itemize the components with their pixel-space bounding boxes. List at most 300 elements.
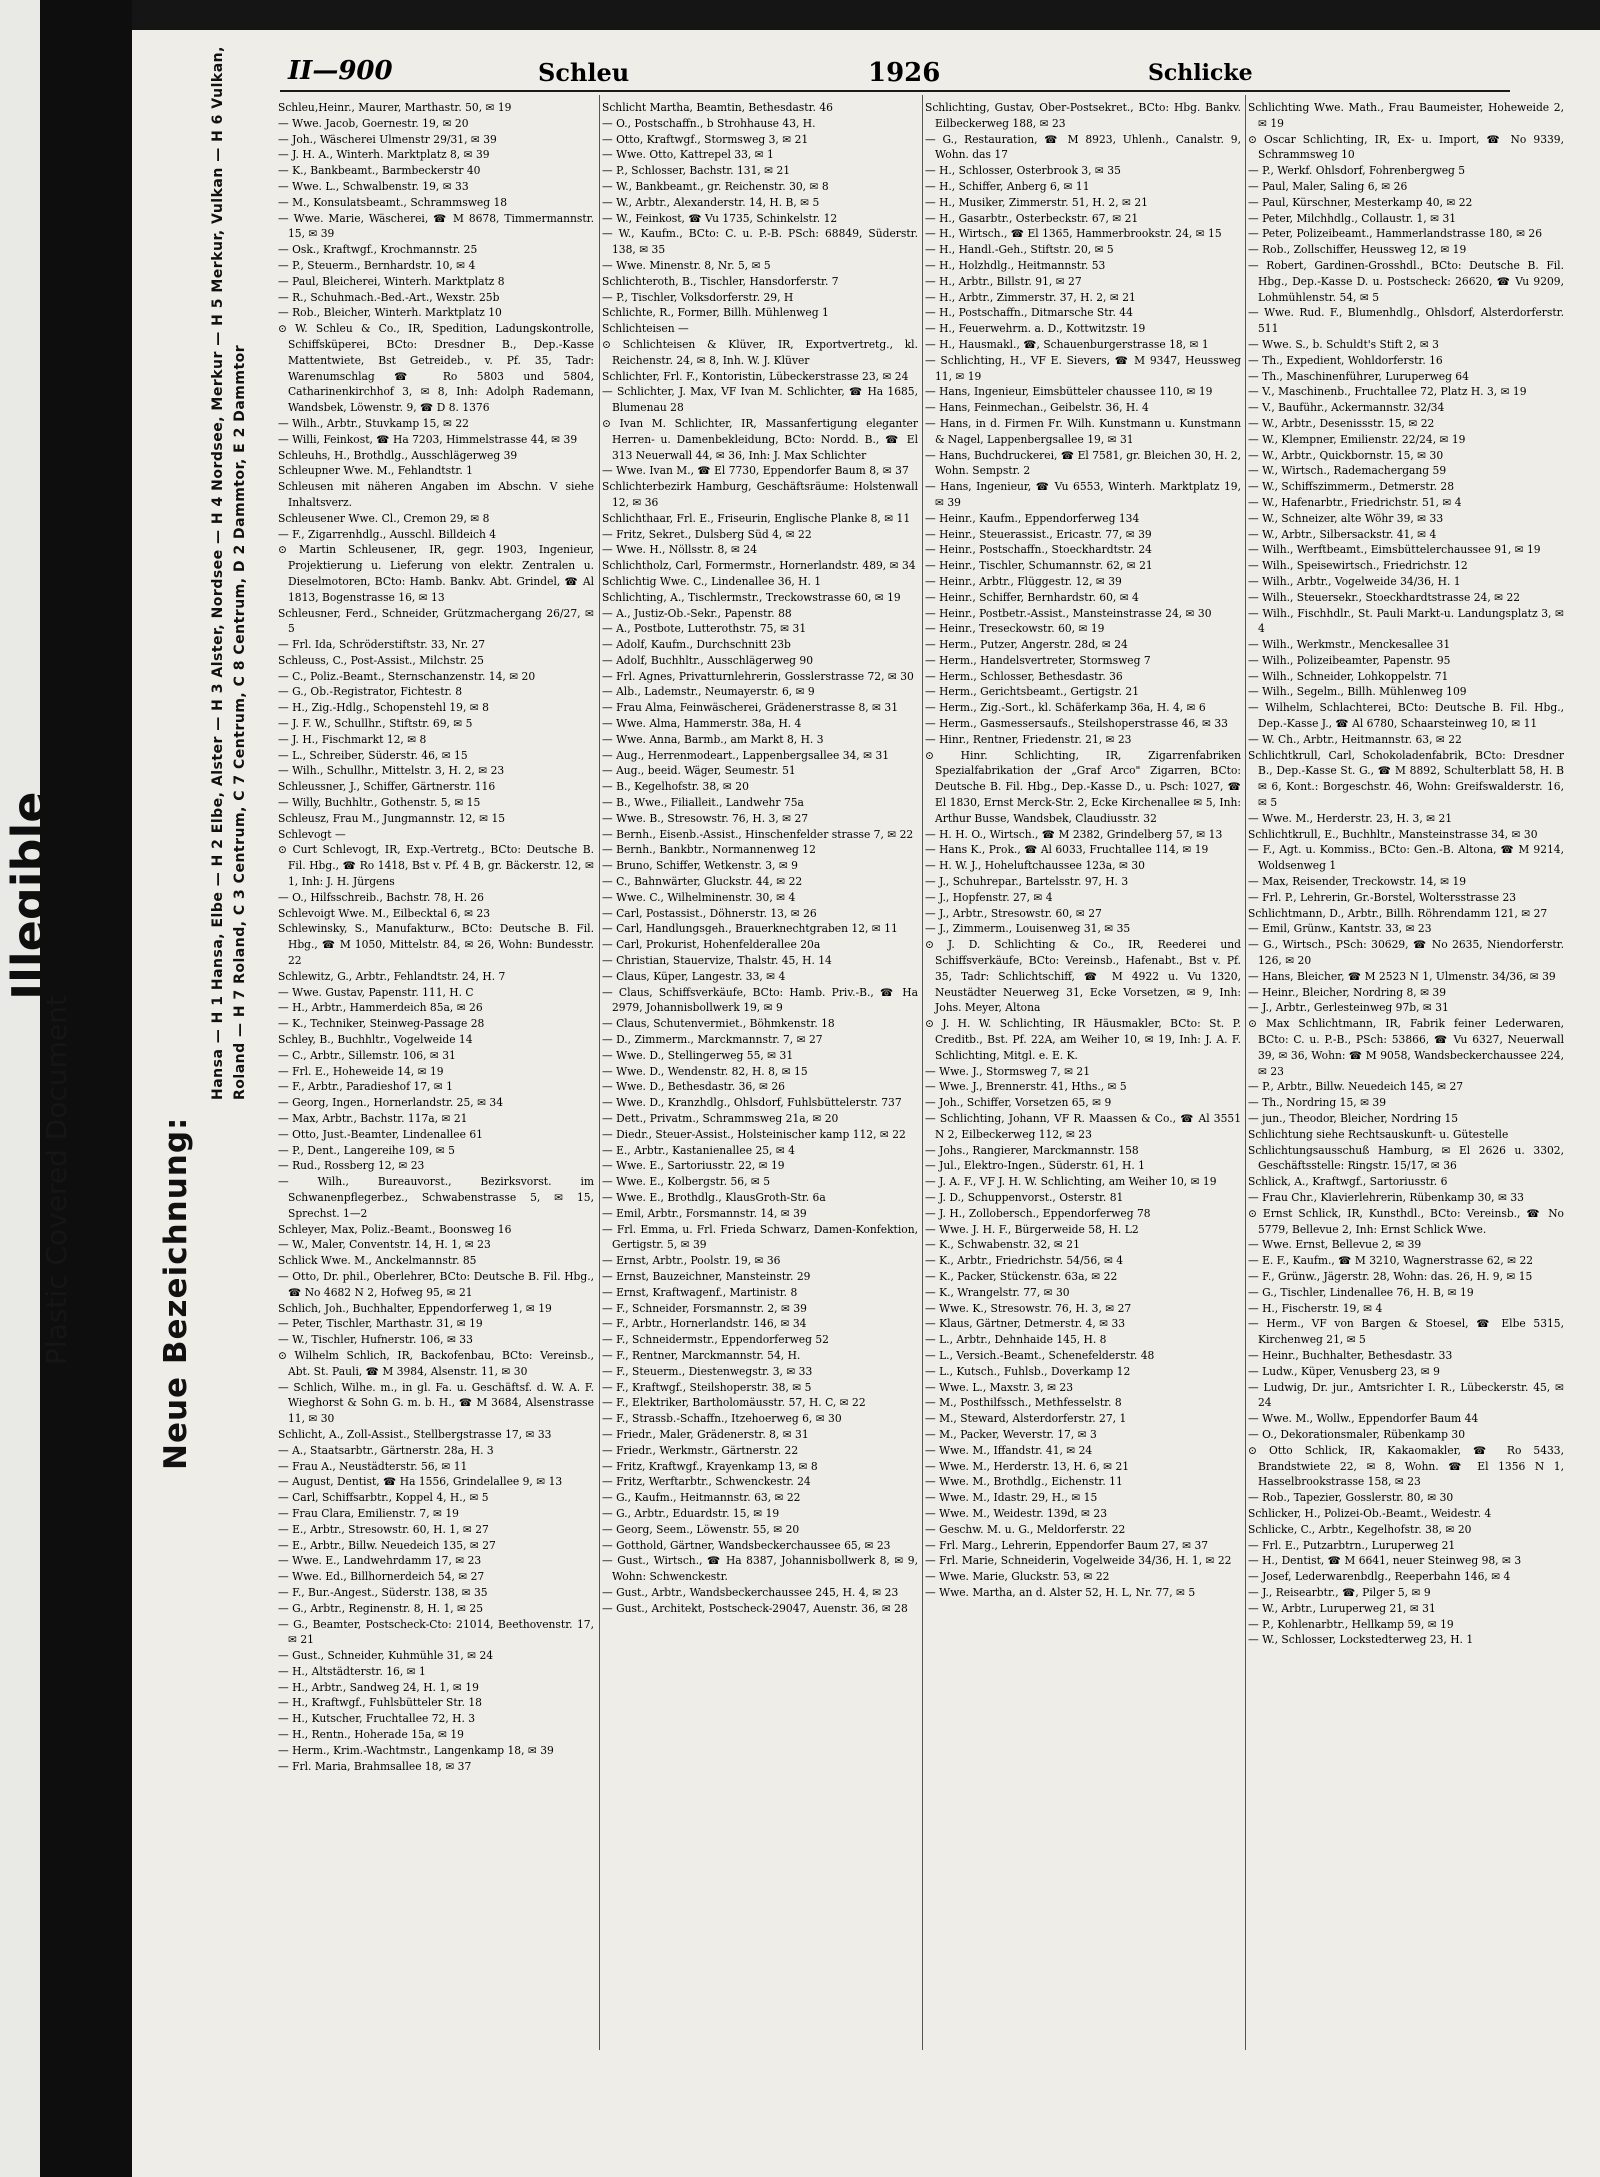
- directory-entry: — H., Fischerstr. 19, ✉ 4: [1248, 1301, 1383, 1315]
- directory-entry: — K., Arbtr., Friedrichstr. 54/56, ✉ 4: [925, 1254, 1124, 1268]
- directory-entry: — H., Kraftwgf., Fuhlsbütteler Str. 18: [278, 1696, 482, 1710]
- directory-entry: — Otto, Kraftwgf., Stormsweg 3, ✉ 21: [602, 132, 809, 146]
- directory-entry: Schlick, A., Kraftwgf., Sartoriusstr. 6: [1248, 1175, 1448, 1189]
- film-illegible-label: Illegible: [2, 791, 56, 1000]
- directory-entry: — W., Hafenarbtr., Friedrichstr. 51, ✉ 4: [1248, 495, 1462, 509]
- directory-entry: Schley, B., Buchhltr., Vogelweide 14: [278, 1033, 473, 1047]
- directory-entry: — Carl, Postassist., Döhnerstr. 13, ✉ 26: [602, 906, 817, 920]
- directory-entry: — Wilh., Schneider, Lohkoppelstr. 71: [1248, 669, 1449, 683]
- directory-entry: — Schlichting, H., VF E. Sievers, ☎ M 9347, Heussweg 11, ✉ 19: [925, 353, 1241, 383]
- directory-entry: — F., Steuerm., Diestenwegstr. 3, ✉ 33: [602, 1364, 813, 1378]
- directory-entry: — Hans, Feinmechan., Geibelstr. 36, H. 4: [925, 401, 1149, 415]
- film-strip-light: [0, 0, 40, 2177]
- directory-entry: — Wilh., Arbtr., Stuvkamp 15, ✉ 22: [278, 416, 469, 430]
- directory-entry: — G., Beamter, Postscheck-Cto: 21014, Beethovenstr. 17, ✉ 21: [278, 1617, 594, 1647]
- directory-entry: — Heinr., Arbtr., Flüggestr. 12, ✉ 39: [925, 574, 1122, 588]
- directory-entry: — K., Packer, Stückenstr. 63a, ✉ 22: [925, 1269, 1118, 1283]
- directory-entry: — Paul, Kürschner, Mesterkamp 40, ✉ 22: [1248, 195, 1473, 209]
- directory-entry: — Heinr., Schiffer, Bernhardstr. 60, ✉ 4: [925, 590, 1139, 604]
- directory-entry: — Wwe. H., Nöllsstr. 8, ✉ 24: [602, 543, 758, 557]
- directory-entry: Schlewitz, G., Arbtr., Fehlandtstr. 24, H. 7: [278, 969, 506, 983]
- directory-entry: — J. F. W., Schullhr., Stiftstr. 69, ✉ 5: [278, 717, 473, 731]
- directory-entry: — M., Steward, Alsterdorferstr. 27, 1: [925, 1412, 1127, 1426]
- directory-entry: — A., Justiz-Ob.-Sekr., Papenstr. 88: [602, 606, 792, 620]
- directory-entry: — Wwe. M., Brothdlg., Eichenstr. 11: [925, 1475, 1123, 1489]
- directory-entry: — Aug., beeid. Wäger, Seumestr. 51: [602, 764, 796, 778]
- directory-entry: — G., Tischler, Lindenallee 76, H. B, ✉ 19: [1248, 1285, 1474, 1299]
- directory-entry: — J. H. A., Winterh. Marktplatz 8, ✉ 39: [278, 148, 490, 162]
- directory-entry: — Heinr., Kaufm., Eppendorferweg 134: [925, 511, 1140, 525]
- directory-entry: — J. D., Schuppenvorst., Osterstr. 81: [925, 1190, 1124, 1204]
- directory-entry: — Wilh., Steuersekr., Stoeckhardtstrasse 24, ✉ 22: [1248, 590, 1521, 604]
- directory-entry: — Wilh., Fischhdlr., St. Pauli Markt-u. Landungsplatz 3, ✉ 4: [1248, 606, 1564, 636]
- directory-entry: — Rud., Rossberg 12, ✉ 23: [278, 1159, 425, 1173]
- directory-entry: — Wilh., Arbtr., Vogelweide 34/36, H. 1: [1248, 574, 1461, 588]
- directory-entry: Schleusner, Ferd., Schneider, Grützmachergang 26/27, ✉ 5: [278, 606, 594, 636]
- directory-entry: Schlichtholz, Carl, Formermstr., Hornerlandstr. 489, ✉ 34: [602, 559, 916, 573]
- directory-entry: — Wwe. M., Weidestr. 139d, ✉ 23: [925, 1506, 1107, 1520]
- directory-entry: — W., Arbtr., Quickbornstr. 15, ✉ 30: [1248, 448, 1444, 462]
- directory-entry: Schlichtungsausschuß Hamburg, ✉ El 2626 u. 3302, Geschäftsstelle: Ringstr. 15/17, ✉ 36: [1248, 1143, 1564, 1173]
- directory-entry: — K., Techniker, Steinweg-Passage 28: [278, 1017, 485, 1031]
- directory-entry: — F., Bur.-Angest., Süderstr. 138, ✉ 35: [278, 1585, 488, 1599]
- directory-entry: — W., Arbtr., Desenissstr. 15, ✉ 22: [1248, 416, 1435, 430]
- directory-entry: — Herm., Putzer, Angerstr. 28d, ✉ 24: [925, 638, 1128, 652]
- directory-entry: — H. W. J., Hoheluftchaussee 123a, ✉ 30: [925, 859, 1145, 873]
- directory-entry: — Wilh., Werftbeamt., Eimsbüttelerchaussee 91, ✉ 19: [1248, 543, 1541, 557]
- directory-entry: — Alb., Lademstr., Neumayerstr. 6, ✉ 9: [602, 685, 815, 699]
- directory-entry: Schlicht, A., Zoll-Assist., Stellbergstrasse 17, ✉ 33: [278, 1427, 552, 1441]
- directory-entry: — Wilh., Segelm., Billh. Mühlenweg 109: [1248, 685, 1467, 699]
- directory-entry: — Carl, Schiffsarbtr., Koppel 4, H., ✉ 5: [278, 1491, 489, 1505]
- directory-entry: ⊙ Ivan M. Schlichter, IR, Massanfertigung eleganter Herren- u. Damenbekleidung, BCto: Nordd. B., ☎ El 313 Neuerwall 44, ✉ 36, Inh: J. Max Schlichter: [602, 416, 918, 462]
- directory-entry: — Heinr., Tischler, Schumannstr. 62, ✉ 21: [925, 559, 1153, 573]
- directory-entry: Schlewinsky, S., Manufakturw., BCto: Deutsche B. Fil. Hbg., ☎ M 1050, Mittelstr. 84, ✉ 26, Wohn: Bundesstr. 22: [278, 922, 594, 968]
- directory-entry: — Georg, Seem., Löwenstr. 55, ✉ 20: [602, 1522, 800, 1536]
- directory-entry: — Fritz, Kraftwgf., Krayenkamp 13, ✉ 8: [602, 1459, 818, 1473]
- directory-entry: — E., Arbtr., Billw. Neuedeich 135, ✉ 27: [278, 1538, 496, 1552]
- directory-entry: — P., Arbtr., Billw. Neuedeich 145, ✉ 27: [1248, 1080, 1464, 1094]
- directory-entry: — H., Gasarbtr., Osterbeckstr. 67, ✉ 21: [925, 211, 1139, 225]
- directory-entry: — E., Arbtr., Kastanienallee 25, ✉ 4: [602, 1143, 795, 1157]
- directory-entry: — Ernst, Arbtr., Poolstr. 19, ✉ 36: [602, 1254, 781, 1268]
- directory-entry: — Wwe. M., Idastr. 29, H., ✉ 15: [925, 1491, 1098, 1505]
- directory-entry: — Fritz, Sekret., Dulsberg Süd 4, ✉ 22: [602, 527, 812, 541]
- directory-entry: — K., Bankbeamt., Barmbeckerstr 40: [278, 164, 481, 178]
- directory-entry: — P., Dent., Langereihe 109, ✉ 5: [278, 1143, 455, 1157]
- header-rule: [280, 90, 1510, 92]
- directory-entry: — Frl. Emma, u. Frl. Frieda Schwarz, Damen-Konfektion, Gertigstr. 5, ✉ 39: [602, 1222, 918, 1252]
- directory-entry: — Herm., Handelsvertreter, Stormsweg 7: [925, 653, 1151, 667]
- directory-entry: — Wwe. S., b. Schuldt's Stift 2, ✉ 3: [1248, 337, 1439, 351]
- directory-entry: — J., Reisearbtr., ☎, Pilger 5, ✉ 9: [1248, 1585, 1431, 1599]
- directory-entry: — D., Zimmerm., Marckmannstr. 7, ✉ 27: [602, 1033, 823, 1047]
- directory-entry: — Wwe. J., Stormsweg 7, ✉ 21: [925, 1064, 1091, 1078]
- directory-entry: — Emil, Arbtr., Forsmannstr. 14, ✉ 39: [602, 1206, 807, 1220]
- directory-entry: — W., Arbtr., Luruperweg 21, ✉ 31: [1248, 1601, 1436, 1615]
- directory-entry: — Claus, Küper, Langestr. 33, ✉ 4: [602, 969, 786, 983]
- directory-entry: — Heinr., Buchhalter, Bethesdastr. 33: [1248, 1348, 1453, 1362]
- directory-entry: — Wwe. Marie, Gluckstr. 53, ✉ 22: [925, 1570, 1110, 1584]
- directory-entry: — Wwe. B., Stresowstr. 76, H. 3, ✉ 27: [602, 811, 809, 825]
- directory-entry: — H., Arbtr., Billstr. 91, ✉ 27: [925, 274, 1082, 288]
- directory-entry: — H., Arbtr., Sandweg 24, H. 1, ✉ 19: [278, 1680, 479, 1694]
- directory-entry: — L., Versich.-Beamt., Schenefelderstr. 48: [925, 1348, 1155, 1362]
- directory-entry: — Fritz, Werftarbtr., Schwenckestr. 24: [602, 1475, 811, 1489]
- directory-entry: Schleusz, Frau M., Jungmannstr. 12, ✉ 15: [278, 811, 506, 825]
- directory-entry: — Emil, Grünw., Kantstr. 33, ✉ 23: [1248, 922, 1432, 936]
- directory-entry: — Claus, Schutenvermiet., Böhmkenstr. 18: [602, 1017, 835, 1031]
- directory-entry: — H. H. O., Wirtsch., ☎ M 2382, Grindelberg 57, ✉ 13: [925, 827, 1223, 841]
- directory-entry: Schleusen mit näheren Angaben im Abschn. V siehe Inhaltsverz.: [278, 480, 594, 509]
- directory-entry: — Hinr., Rentner, Friedenstr. 21, ✉ 23: [925, 732, 1132, 746]
- directory-entry: — Ernst, Bauzeichner, Mansteinstr. 29: [602, 1269, 811, 1283]
- directory-entry: Schlichterbezirk Hamburg, Geschäftsräume: Holstenwall 12, ✉ 36: [602, 480, 918, 509]
- directory-entry: — Wwe. Jacob, Goernestr. 19, ✉ 20: [278, 116, 469, 130]
- directory-entry: — J. A. F., VF J. H. W. Schlichting, am Weiher 10, ✉ 19: [925, 1175, 1217, 1189]
- directory-entry: — Heinr., Postschaffn., Stoeckhardtstr. 24: [925, 543, 1152, 557]
- directory-entry: — O., Hilfsschreib., Bachstr. 78, H. 26: [278, 890, 484, 904]
- directory-entry: — Wwe. Martha, an d. Alster 52, H. L, Nr. 77, ✉ 5: [925, 1585, 1196, 1599]
- directory-entry: — C., Poliz.-Beamt., Sternschanzenstr. 14, ✉ 20: [278, 669, 536, 683]
- directory-entry: Schleupner Wwe. M., Fehlandtstr. 1: [278, 464, 473, 478]
- directory-entry: — P., Tischler, Volksdorferstr. 29, H: [602, 290, 794, 304]
- directory-entry: Schleyer, Max, Poliz.-Beamt., Boonsweg 16: [278, 1222, 512, 1236]
- directory-entry: Schleuhs, H., Brothdlg., Ausschlägerweg 39: [278, 448, 518, 462]
- directory-entry: — Joh., Wäscherei Ulmenstr 29/31, ✉ 39: [278, 132, 497, 146]
- directory-entry: — Aug., Herrenmodeart., Lappenbergsallee 34, ✉ 31: [602, 748, 890, 762]
- directory-entry: — P., Kohlenarbtr., Hellkamp 59, ✉ 19: [1248, 1617, 1454, 1631]
- directory-entry: — Wwe. D., Wendenstr. 82, H. 8, ✉ 15: [602, 1064, 808, 1078]
- directory-entry: — K., Schwabenstr. 32, ✉ 21: [925, 1238, 1080, 1252]
- directory-entry: — H., Hausmakl., ☎, Schauenburgerstrasse 18, ✉ 1: [925, 337, 1209, 351]
- directory-entry: — H., Feuerwehrm. a. D., Kottwitzstr. 19: [925, 322, 1146, 336]
- directory-entry: — W., Arbtr., Silbersackstr. 41, ✉ 4: [1248, 527, 1437, 541]
- directory-entry: — Wwe. M., Herderstr. 13, H. 6, ✉ 21: [925, 1459, 1130, 1473]
- directory-entry: — Hans, Ingenieur, ☎ Vu 6553, Winterh. Marktplatz 19, ✉ 39: [925, 480, 1241, 509]
- directory-entry: — Wwe. K., Stresowstr. 76, H. 3, ✉ 27: [925, 1301, 1132, 1315]
- directory-entry: — Ernst, Kraftwagenf., Martinistr. 8: [602, 1285, 798, 1299]
- directory-entry: Schlicht Martha, Beamtin, Bethesdastr. 46: [602, 101, 833, 114]
- directory-entry: — Hans K., Prok., ☎ Al 6033, Fruchtallee 114, ✉ 19: [925, 843, 1209, 857]
- directory-entry: ⊙ J. H. W. Schlichting, IR Häusmakler, BCto: St. P. Creditb., Bst. Pf. 22A, am Weiher 10, ✉ 19, Inh: J. A. F. Schlichting, Mitgl. e. E. K.: [925, 1017, 1241, 1062]
- directory-entry: — W., Arbtr., Alexanderstr. 14, H. B, ✉ 5: [602, 195, 820, 209]
- directory-entry: — Claus, Schiffsverkäufe, BCto: Hamb. Priv.-B., ☎ Ha 2979, Johannisbollwerk 19, ✉ 9: [602, 985, 918, 1015]
- directory-entry: — Wwe. Minenstr. 8, Nr. 5, ✉ 5: [602, 258, 771, 272]
- directory-entry: — Joh., Schiffer, Vorsetzen 65, ✉ 9: [925, 1096, 1112, 1110]
- directory-entry: ⊙ Schlichteisen & Klüver, IR, Exportvertretg., kl. Reichenstr. 24, ✉ 8, Inh. W. J. Klüver: [602, 337, 918, 367]
- directory-entry: — H., Musiker, Zimmerstr. 51, H. 2, ✉ 21: [925, 195, 1148, 209]
- directory-entry: Schlichtung siehe Rechtsauskunft- u. Gütestelle: [1248, 1127, 1509, 1141]
- header-right-word: Schlicke: [1148, 60, 1253, 86]
- directory-entry: — Gust., Arbtr., Wandsbeckerchaussee 245, H. 4, ✉ 23: [602, 1585, 899, 1599]
- directory-entry: — Gust., Architekt, Postscheck-29047, Auenstr. 36, ✉ 28: [602, 1601, 908, 1615]
- directory-entry: — Herm., Krim.-Wachtmstr., Langenkamp 18, ✉ 39: [278, 1743, 554, 1757]
- directory-entry: — Th., Expedient, Wohldorferstr. 16: [1248, 353, 1443, 367]
- directory-entry: — J., Arbtr., Gerlesteinweg 97b, ✉ 31: [1248, 1001, 1449, 1015]
- directory-entry: — Frl. E., Putzarbtrn., Luruperweg 21: [1248, 1538, 1456, 1552]
- directory-entry: — Paul, Bleicherei, Winterh. Marktplatz 8: [278, 274, 505, 288]
- directory-entry: — W., Feinkost, ☎ Vu 1735, Schinkelstr. 12: [602, 211, 838, 225]
- directory-entry: — K., Wrangelstr. 77, ✉ 30: [925, 1285, 1070, 1299]
- directory-entry: Schlichteroth, B., Tischler, Hansdorferstr. 7: [602, 274, 839, 288]
- directory-entry: — Frl. Marg., Lehrerin, Eppendorfer Baum 27, ✉ 37: [925, 1538, 1209, 1552]
- directory-entry: — Wwe. E., Landwehrdamm 17, ✉ 23: [278, 1554, 482, 1568]
- directory-entry: — Wwe. Otto, Kattrepel 33, ✉ 1: [602, 148, 774, 162]
- directory-entry: — W., Schiffszimmerm., Detmerstr. 28: [1248, 480, 1455, 494]
- directory-entry: — H., Holzhdlg., Heitmannstr. 53: [925, 258, 1106, 272]
- directory-entry: ⊙ Wilhelm Schlich, IR, Backofenbau, BCto: Vereinsb., Abt. St. Pauli, ☎ M 3984, Alsenstr. 11, ✉ 30: [278, 1348, 594, 1378]
- directory-entry: — Wwe. Gustav, Papenstr. 111, H. C: [278, 985, 474, 999]
- directory-entry: — Herm., Zig.-Sort., kl. Schäferkamp 36a, H. 4, ✉ 6: [925, 701, 1206, 715]
- directory-entry: — Wwe. L., Schwalbenstr. 19, ✉ 33: [278, 179, 469, 193]
- directory-entry: — Schlichting, Johann, VF R. Maassen & Co., ☎ Al 3551 N 2, Eilbeckerweg 112, ✉ 23: [925, 1112, 1241, 1141]
- directory-entry: — Johs., Rangierer, Marckmannstr. 158: [925, 1143, 1139, 1157]
- directory-entry: — C., Arbtr., Sillemstr. 106, ✉ 31: [278, 1048, 456, 1062]
- directory-entry: Schlicke, C., Arbtr., Kegelhofstr. 38, ✉ 20: [1248, 1522, 1472, 1536]
- margin-stamp-title: Neue Bezeichnung:: [158, 1116, 194, 1470]
- directory-entry: — Wilh., Werkmstr., Menckesallee 31: [1248, 638, 1451, 652]
- directory-entry: — V., Bauführ., Ackermannstr. 32/34: [1248, 401, 1445, 415]
- directory-entry: Schleuss, C., Post-Assist., Milchstr. 25: [278, 653, 484, 667]
- directory-entry: Schlich, Joh., Buchhalter, Eppendorferweg 1, ✉ 19: [278, 1301, 552, 1315]
- directory-entry: — F., Arbtr., Paradieshof 17, ✉ 1: [278, 1080, 453, 1094]
- directory-entry: — Rob., Zollschiffer, Heussweg 12, ✉ 19: [1248, 243, 1467, 257]
- directory-entry: — Frl. Ida, Schröderstiftstr. 33, Nr. 27: [278, 638, 486, 652]
- directory-entry: — W., Kaufm., BCto: C. u. P.-B. PSch: 68849, Süderstr. 138, ✉ 35: [602, 227, 918, 257]
- directory-entry: — Carl, Prokurist, Hohenfelderallee 20a: [602, 938, 821, 952]
- directory-entry: — Adolf, Buchhltr., Ausschlägerweg 90: [602, 653, 814, 667]
- directory-entry: Schlichtkrull, Carl, Schokoladenfabrik, BCto: Dresdner B., Dep.-Kasse St. G., ☎ M 8892, Schulterblatt 58, H. B ✉ 6, Kont.: Borgeschstr. 46, Wohn: Greifswalderstr. 16, ✉ 5: [1248, 748, 1564, 810]
- directory-entry: — Peter, Tischler, Marthastr. 31, ✉ 19: [278, 1317, 483, 1331]
- directory-entry: — Herm., VF von Bargen & Stoesel, ☎ Elbe 5315, Kirchenweg 21, ✉ 5: [1248, 1317, 1564, 1347]
- directory-entry: — Heinr., Treseckowstr. 60, ✉ 19: [925, 622, 1105, 636]
- directory-entry: — Frl. Maria, Brahmsallee 18, ✉ 37: [278, 1759, 472, 1773]
- directory-entry: — Willy, Buchhltr., Gothenstr. 5, ✉ 15: [278, 796, 481, 810]
- directory-entry: — J., Arbtr., Stresowstr. 60, ✉ 27: [925, 906, 1102, 920]
- directory-entry: — Schlichter, J. Max, VF Ivan M. Schlichter, ☎ Ha 1685, Blumenau 28: [602, 385, 918, 415]
- directory-entry: — Wwe. M., Iffandstr. 41, ✉ 24: [925, 1443, 1093, 1457]
- directory-entry: — Dett., Privatm., Schrammsweg 21a, ✉ 20: [602, 1112, 839, 1125]
- directory-entry: — M., Packer, Weverstr. 17, ✉ 3: [925, 1427, 1097, 1441]
- directory-entry: Schlevogt —: [278, 827, 346, 841]
- directory-entry: — Frau Chr., Klavierlehrerin, Rübenkamp 30, ✉ 33: [1248, 1190, 1524, 1204]
- directory-entry: — Willi, Feinkost, ☎ Ha 7203, Himmelstrasse 44, ✉ 39: [278, 432, 578, 446]
- directory-entry: — F., Elektriker, Bartholomäusstr. 57, H. C, ✉ 22: [602, 1396, 866, 1410]
- directory-entry: — Herm., Schlosser, Bethesdastr. 36: [925, 669, 1123, 683]
- directory-entry: — F., Arbtr., Hornerlandstr. 146, ✉ 34: [602, 1317, 807, 1331]
- directory-entry: — L., Schreiber, Süderstr. 46, ✉ 15: [278, 748, 468, 762]
- directory-entry: — J., Hopfenstr. 27, ✉ 4: [925, 890, 1053, 904]
- directory-entry: — Wilh., Schullhr., Mittelstr. 3, H. 2, ✉ 23: [278, 764, 505, 778]
- directory-entry: — Bernh., Eisenb.-Assist., Hinschenfelder strasse 7, ✉ 22: [602, 827, 914, 841]
- directory-entry: — F., Zigarrenhdlg., Ausschl. Billdeich 4: [278, 527, 497, 541]
- directory-entry: ⊙ Hinr. Schlichting, IR, Zigarrenfabriken Spezialfabrikation der „Graf Arco" Zigarren, BCto: Deutsche B. Fil. Hbg., Dep.-Kasse D., u. Psch: 1027, ☎ El 1830, Ernst Merck-Str. 2, Ecke Kirchenallee ✉ 5, Inh: Arthur Busse, Wandsbek, Claudiusstr. 32: [925, 748, 1241, 825]
- directory-entry: — Wwe. E., Sartoriusstr. 22, ✉ 19: [602, 1159, 785, 1173]
- directory-entry: — Wwe. M., Herderstr. 23, H. 3, ✉ 21: [1248, 811, 1453, 825]
- directory-entry: — Wwe. D., Stellingerweg 55, ✉ 31: [602, 1048, 794, 1062]
- directory-entry: — Wwe. Rud. F., Blumenhdlg., Ohlsdorf, Alsterdorferstr. 511: [1248, 306, 1564, 336]
- directory-entry: — Wwe. C., Wilhelminenstr. 30, ✉ 4: [602, 890, 796, 904]
- directory-entry: — L., Arbtr., Dehnhaide 145, H. 8: [925, 1333, 1107, 1347]
- directory-entry: — O., Postschaffn., b Strohhause 43, H.: [602, 116, 816, 130]
- directory-entry: — Otto, Dr. phil., Oberlehrer, BCto: Deutsche B. Fil. Hbg., ☎ No 4682 N 2, Hofweg 95, ✉ 21: [278, 1269, 594, 1299]
- directory-entry: — H., Handl.-Geh., Stiftstr. 20, ✉ 5: [925, 243, 1114, 257]
- film-plastic-label: Plastic Covered Document: [40, 995, 73, 1365]
- directory-entry: — B., Wwe., Filialleit., Landwehr 75a: [602, 796, 804, 810]
- margin-district-line-2: Roland — H 7 Roland, C 3 Centrum, C 7 Centrum, C 8 Centrum, D 2 Dammtor, E 2 Dammtor: [232, 344, 248, 1100]
- directory-entry: — Gust., Schneider, Kuhmühle 31, ✉ 24: [278, 1649, 494, 1663]
- directory-entry: — Frl. P., Lehrerin, Gr.-Borstel, Woltersstrasse 23: [1248, 890, 1517, 904]
- directory-entry: — G., Ob.-Registrator, Fichtestr. 8: [278, 685, 463, 699]
- directory-entry: ⊙ Ernst Schlick, IR, Kunsthdl., BCto: Vereinsb., ☎ No 5779, Bellevue 2, Inh: Ernst Schlick Wwe.: [1248, 1206, 1564, 1236]
- directory-entry: — August, Dentist, ☎ Ha 1556, Grindelallee 9, ✉ 13: [278, 1475, 563, 1489]
- directory-entry: — G., Wirtsch., PSch: 30629, ☎ No 2635, Niendorferstr. 126, ✉ 20: [1248, 938, 1564, 968]
- directory-entry: — Wwe. E., Kolbergstr. 56, ✉ 5: [602, 1175, 771, 1189]
- directory-entry: — Gust., Wirtsch., ☎ Ha 8387, Johannisbollwerk 8, ✉ 9, Wohn: Schwenckestr.: [602, 1554, 918, 1584]
- directory-entry: ⊙ Curt Schlevogt, IR, Exp.-Vertretg., BCto: Deutsche B. Fil. Hbg., ☎ Ro 1418, Bst v. Pf. 4 B, gr. Bäckerstr. 12, ✉ 1, Inh: J. H. Jürgens: [278, 843, 594, 889]
- directory-entry: — Hans, Ingenieur, Eimsbütteler chaussee 110, ✉ 19: [925, 385, 1213, 399]
- directory-entry: — F., Schneider, Forsmannstr. 2, ✉ 39: [602, 1301, 807, 1315]
- directory-entry: Schlichting, A., Tischlermstr., Treckowstrasse 60, ✉ 19: [602, 590, 901, 604]
- directory-entry: — Wwe. D., Bethesdastr. 36, ✉ 26: [602, 1080, 785, 1094]
- directory-entry: — F., Agt. u. Kommiss., BCto: Gen.-B. Altona, ☎ M 9214, Woldsenweg 1: [1248, 843, 1564, 873]
- directory-entry: — Wilh., Speisewirtsch., Friedrichstr. 12: [1248, 559, 1468, 573]
- directory-entry: — Wwe. E., Brothdlg., KlausGroth-Str. 6a: [602, 1190, 826, 1204]
- directory-entry: — Bruno, Schiffer, Wetkenstr. 3, ✉ 9: [602, 859, 798, 873]
- directory-entry: — Wilhelm, Schlachterei, BCto: Deutsche B. Fil. Hbg., Dep.-Kasse J., ☎ Al 6780, Schaarsteinweg 10, ✉ 11: [1248, 701, 1564, 731]
- directory-entry: — Peter, Milchhdlg., Collaustr. 1, ✉ 31: [1248, 211, 1457, 225]
- directory-entry: — Adolf, Kaufm., Durchschnitt 23b: [602, 638, 791, 652]
- directory-entry: — Georg, Ingen., Hornerlandstr. 25, ✉ 34: [278, 1096, 504, 1110]
- directory-entry: ⊙ W. Schleu & Co., IR, Spedition, Ladungskontrolle, Schiffsküperei, BCto: Dresdner B., Dep.-Kasse Mattentwiete, Bst Getreideb., v. Pf. 35, Tadr: Warenumschlag ☎ Ro 5803 und 5804, Catharinenkirchhof 3, ✉ 8, Inh: Adolph Rademann, Wandsbek, Löwenstr. 9, ☎ D 8. 1376: [278, 322, 594, 415]
- directory-entry: — H., Postschaffn., Ditmarsche Str. 44: [925, 306, 1133, 320]
- directory-entry: ⊙ Max Schlichtmann, IR, Fabrik feiner Lederwaren, BCto: C. u. P.-B., PSch: 53866, ☎ Vu 6327, Neuerwall 39, ✉ 36, Wohn: ☎ M 9058, Wandsbeckerchaussee 224, ✉ 23: [1248, 1017, 1564, 1078]
- directory-entry: — A., Staatsarbtr., Gärtnerstr. 28a, H. 3: [278, 1443, 494, 1457]
- directory-entry: — Schlich, Wilhe. m., in gl. Fa. u. Geschäftsf. d. W. A. F. Wieghorst & Sohn G. m. b. H., ☎ M 3684, Alsenstrasse 11, ✉ 30: [278, 1380, 594, 1426]
- directory-entry: — J. H., Zollobersch., Eppendorferweg 78: [925, 1206, 1151, 1220]
- directory-entry: Schlichteisen —: [602, 322, 689, 336]
- margin-district-line-1: Hansa — H 1 Hansa, Elbe — H 2 Elbe, Alster — H 3 Alster, Nordsee — H 4 Nordsee, Merkur — H 5 Merkur, Vulkan — H 6 Vulkan,: [210, 46, 226, 1100]
- entry-column-1: [278, 100, 594, 2060]
- directory-entry: — Frl. Agnes, Privatturnlehrerin, Gosslerstrasse 72, ✉ 30: [602, 669, 914, 683]
- directory-entry: ⊙ Oscar Schlichting, IR, Ex- u. Import, ☎ No 9339, Schrammsweg 10: [1248, 132, 1564, 162]
- directory-entry: Schlichting Wwe. Math., Frau Baumeister, Hoheweide 2, ✉ 19: [1248, 101, 1564, 130]
- directory-entry: — Max, Arbtr., Bachstr. 117a, ✉ 21: [278, 1112, 468, 1125]
- directory-entry: Schlichter, Frl. F., Kontoristin, Lübeckerstrasse 23, ✉ 24: [602, 369, 909, 383]
- directory-entry: — A., Postbote, Lutterothstr. 75, ✉ 31: [602, 622, 807, 636]
- directory-entry: — C., Bahnwärter, Gluckstr. 44, ✉ 22: [602, 875, 803, 889]
- header-left-word: Schleu: [538, 58, 630, 87]
- directory-entry: — H., Schlosser, Osterbrook 3, ✉ 35: [925, 164, 1121, 178]
- directory-entry: — M., Konsulatsbeamt., Schrammsweg 18: [278, 195, 508, 209]
- directory-entry: — V., Maschinenb., Fruchtallee 72, Platz H. 3, ✉ 19: [1248, 385, 1527, 399]
- directory-entry: Schlick Wwe. M., Anckelmannstr. 85: [278, 1254, 477, 1268]
- directory-entry: — Max, Reisender, Treckowstr. 14, ✉ 19: [1248, 875, 1467, 889]
- directory-entry: — Heinr., Postbetr.-Assist., Mansteinstrasse 24, ✉ 30: [925, 606, 1212, 620]
- directory-entry: — Robert, Gardinen-Grosshdl., BCto: Deutsche B. Fil. Hbg., Dep.-Kasse D. u. Postscheck: 26620, ☎ Vu 9209, Lohmühlenstr. 54, ✉ 5: [1248, 258, 1564, 304]
- directory-entry: ⊙ Otto Schlick, IR, Kakaomakler, ☎ Ro 5433, Brandstwiete 22, ✉ 8, Wohn. ☎ El 1356 N 1, Hasselbrookstrasse 158, ✉ 23: [1248, 1443, 1564, 1489]
- directory-entry: Schleussner, J., Schiffer, Gärtnerstr. 116: [278, 780, 496, 794]
- column-divider: [922, 95, 923, 2050]
- directory-entry: — Frl. Marie, Schneiderin, Vogelweide 34/36, H. 1, ✉ 22: [925, 1554, 1232, 1568]
- directory-entry: — E., Arbtr., Stresowstr. 60, H. 1, ✉ 27: [278, 1522, 489, 1536]
- directory-entry: — Ludwig, Dr. jur., Amtsrichter I. R., Lübeckerstr. 45, ✉ 24: [1248, 1380, 1564, 1410]
- column-divider: [1245, 95, 1246, 2050]
- directory-entry: — Wwe. Alma, Hammerstr. 38a, H. 4: [602, 717, 802, 731]
- directory-entry: — J. H., Fischmarkt 12, ✉ 8: [278, 732, 427, 746]
- directory-entry: — F., Schneidermstr., Eppendorferweg 52: [602, 1333, 829, 1347]
- directory-entry: — W., Schneizer, alte Wöhr 39, ✉ 33: [1248, 511, 1444, 525]
- directory-entry: — F., Rentner, Marckmannstr. 54, H.: [602, 1348, 801, 1362]
- directory-entry: — Wwe. L., Maxstr. 3, ✉ 23: [925, 1380, 1074, 1394]
- directory-entry: — Josef, Lederwarenbdlg., Reeperbahn 146, ✉ 4: [1248, 1570, 1511, 1584]
- directory-entry: — H., Zig.-Hdlg., Schopenstehl 19, ✉ 8: [278, 701, 489, 715]
- directory-entry: — G., Restauration, ☎ M 8923, Uhlenh., Canalstr. 9, Wohn. das 17: [925, 132, 1241, 162]
- directory-entry: — Gotthold, Gärtner, Wandsbeckerchaussee 65, ✉ 23: [602, 1538, 891, 1552]
- directory-entry: — H., Rentn., Hoherade 15a, ✉ 19: [278, 1728, 464, 1742]
- directory-entry: — W., Bankbeamt., gr. Reichenstr. 30, ✉ 8: [602, 179, 829, 193]
- directory-entry: — F., Kraftwgf., Steilshoperstr. 38, ✉ 5: [602, 1380, 812, 1394]
- directory-entry: — H., Arbtr., Hammerdeich 85a, ✉ 26: [278, 1001, 483, 1015]
- directory-entry: — Friedr., Maler, Grädenerstr. 8, ✉ 31: [602, 1427, 809, 1441]
- directory-entry: — jun., Theodor, Bleicher, Nordring 15: [1248, 1112, 1459, 1125]
- directory-entry: — W., Klempner, Emilienstr. 22/24, ✉ 19: [1248, 432, 1466, 446]
- directory-entry: — F., Strassb.-Schaffn., Itzehoerweg 6, ✉ 30: [602, 1412, 842, 1426]
- directory-entry: — H., Wirtsch., ☎ El 1365, Hammerbrookstr. 24, ✉ 15: [925, 227, 1222, 241]
- directory-entry: — Wwe. Anna, Barmb., am Markt 8, H. 3: [602, 732, 824, 746]
- directory-entry: — Frau A., Neustädterstr. 56, ✉ 11: [278, 1459, 468, 1473]
- directory-entry: — G., Arbtr., Reginenstr. 8, H. 1, ✉ 25: [278, 1601, 484, 1615]
- directory-entry: — Paul, Maler, Saling 6, ✉ 26: [1248, 179, 1408, 193]
- directory-entry: — Herm., Gasmessersaufs., Steilshoperstrasse 46, ✉ 33: [925, 717, 1228, 731]
- directory-entry: ⊙ J. D. Schlichting & Co., IR, Reederei und Schiffsverkäufe, BCto: Vereinsb., Hafenabt., Bst v. Pf. 35, Tadr: Schlichtschiff, ☎ M 4922 u. Vu 1320, Neustädter Neuerweg 31, Ecke Vorsetzen, ✉ 9, Inh: Johs. Meyer, Altona: [925, 938, 1241, 1015]
- column-divider: [599, 95, 600, 2050]
- entry-column-4: [1248, 100, 1564, 2060]
- directory-entry: — Wwe. Ed., Billhornerdeich 54, ✉ 27: [278, 1570, 485, 1584]
- directory-entry: — G., Kaufm., Heitmannstr. 63, ✉ 22: [602, 1491, 801, 1505]
- directory-entry: — H., Arbtr., Zimmerstr. 37, H. 2, ✉ 21: [925, 290, 1136, 304]
- directory-entry: — Wwe. M., Wollw., Eppendorfer Baum 44: [1248, 1412, 1479, 1426]
- page-number: II—900: [288, 56, 393, 86]
- directory-entry: — Hans, Bleicher, ☎ M 2523 N 1, Ulmenstr. 34/36, ✉ 39: [1248, 969, 1556, 983]
- directory-entry: — Heinr., Bleicher, Nordring 8, ✉ 39: [1248, 985, 1447, 999]
- directory-entry: — F., Grünw., Jägerstr. 28, Wohn: das. 26, H. 9, ✉ 15: [1248, 1269, 1533, 1283]
- directory-entry: — O., Dekorationsmaler, Rübenkamp 30: [1248, 1427, 1465, 1441]
- directory-entry: — M., Posthilfssch., Methfesselstr. 8: [925, 1396, 1122, 1410]
- directory-entry: — Wwe. Marie, Wäscherei, ☎ M 8678, Timmermannstr. 15, ✉ 39: [278, 211, 594, 241]
- directory-entry: Schlichtkrull, E., Buchhltr., Mansteinstrasse 34, ✉ 30: [1248, 827, 1538, 841]
- directory-entry: Schlichthaar, Frl. E., Friseurin, Englische Planke 8, ✉ 11: [602, 511, 911, 525]
- directory-entry: — Klaus, Gärtner, Detmerstr. 4, ✉ 33: [925, 1317, 1126, 1331]
- page-header: [148, 50, 1508, 90]
- entry-column-3: [925, 100, 1241, 2060]
- directory-entry: — Wilh., Bureauvorst., Bezirksvorst. im Schwanenpflegerbez., Schwabenstrasse 5, ✉ 15, Sprechst. 1—2: [278, 1175, 594, 1220]
- directory-entry: — E. F., Kaufm., ☎ M 3210, Wagnerstrasse 62, ✉ 22: [1248, 1254, 1534, 1268]
- directory-entry: — H., Schiffer, Anberg 6, ✉ 11: [925, 179, 1090, 193]
- directory-entry: — Wwe. Ernst, Bellevue 2, ✉ 39: [1248, 1238, 1422, 1252]
- directory-entry: — H., Altstädterstr. 16, ✉ 1: [278, 1664, 426, 1678]
- directory-entry: — Frl. E., Hoheweide 14, ✉ 19: [278, 1064, 444, 1078]
- directory-entry: — Herm., Gerichtsbeamt., Gertigstr. 21: [925, 685, 1139, 699]
- directory-entry: — J., Zimmerm., Louisenweg 31, ✉ 35: [925, 922, 1131, 936]
- directory-entry: — Wwe. D., Kranzhdlg., Ohlsdorf, Fuhlsbüttelerstr. 737: [602, 1096, 902, 1110]
- directory-entry: — G., Arbtr., Eduardstr. 15, ✉ 19: [602, 1506, 780, 1520]
- directory-entry: Schlichtig Wwe. C., Lindenallee 36, H. 1: [602, 574, 822, 588]
- directory-entry: ⊙ Martin Schleusener, IR, gegr. 1903, Ingenieur, Projektierung u. Lieferung von elektr. Zentralen u. Dieselmotoren, BCto: Hamb. Bankv. Abt. Grindel, ☎ Al 1813, Bogenstrasse 16, ✉ 13: [278, 543, 594, 604]
- directory-entry: — Osk., Kraftwgf., Krochmannstr. 25: [278, 243, 478, 257]
- directory-entry: — Rob., Tapezier, Gosslerstr. 80, ✉ 30: [1248, 1491, 1454, 1505]
